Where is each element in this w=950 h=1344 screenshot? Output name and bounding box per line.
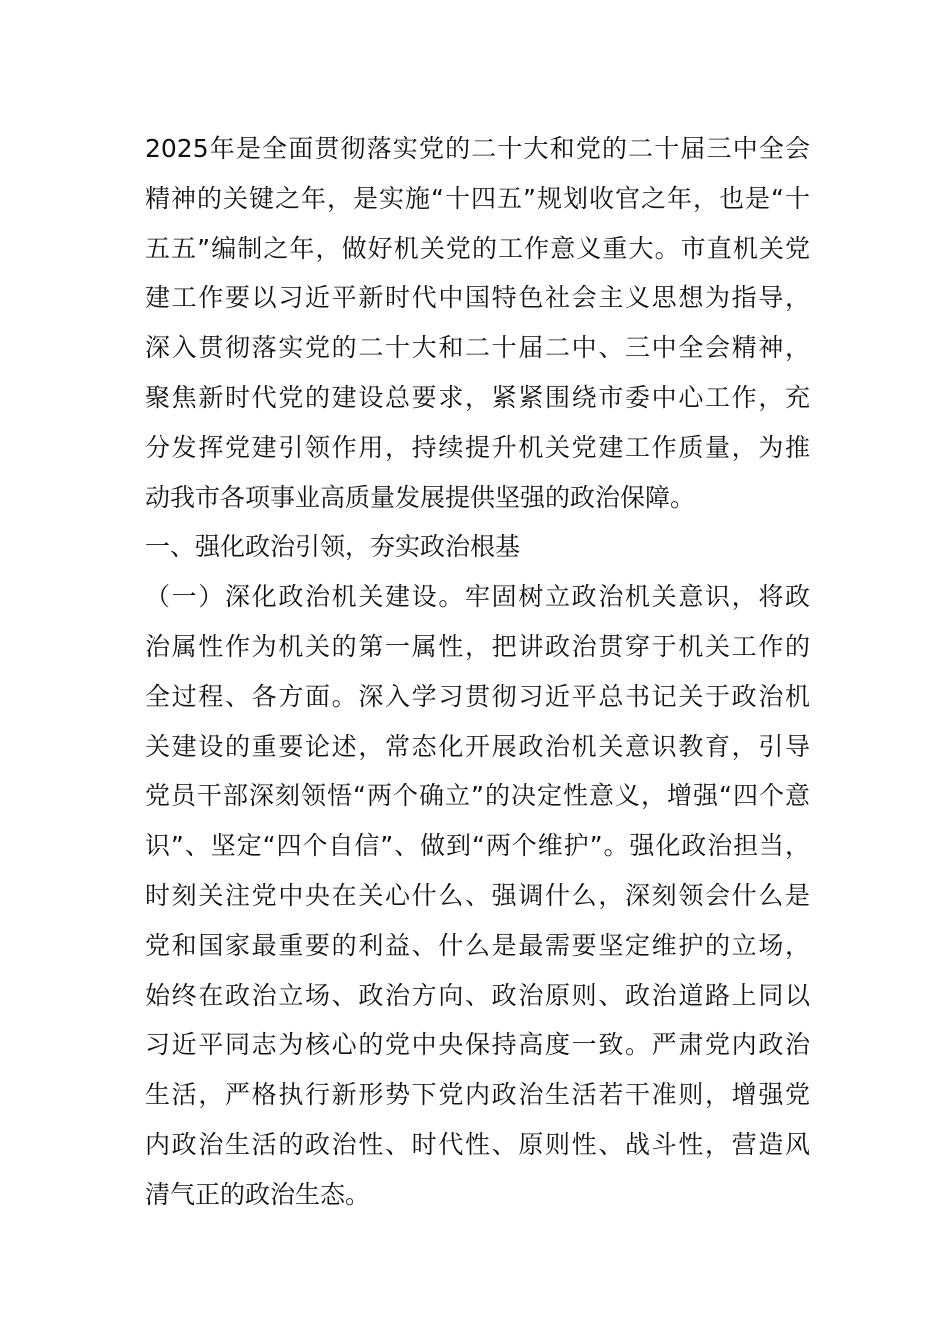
subsection-line: 识”、坚定“四个自信”、做到“两个维护”。强化政治担当， [145,831,810,861]
subsection-line: 关建设的重要论述，常态化开展政治机关意识教育，引导 [145,731,810,761]
subsection-line: 全过程、各方面。深入学习贯彻习近平总书记关于政治机 [145,681,810,711]
intro-line: 精神的关键之年，是实施“十四五”规划收官之年，也是“十 [145,183,810,213]
intro-line: 聚焦新时代党的建设总要求，紧紧围绕市委中心工作，充 [145,382,810,412]
subsection-line: 始终在政治立场、政治方向、政治原则、政治道路上同以 [145,980,810,1010]
intro-line: 建工作要以习近平新时代中国特色社会主义思想为指导， [145,283,810,313]
subsection-line: 清气正的政治生态。 [145,1179,371,1209]
intro-line: 分发挥党建引领作用，持续提升机关党建工作质量，为推 [145,432,810,462]
intro-paragraph [145,124,810,522]
subsection-line: 生活，严格执行新形势下党内政治生活若干准则，增强党 [145,1080,810,1110]
subsection-line: 党和国家最重要的利益、什么是最需要坚定维护的立场， [145,930,810,960]
subsection-line: 治属性作为机关的第一属性，把讲政治贯穿于机关工作的 [145,631,810,661]
subsection-line: 时刻关注党中央在关心什么、强调什么，深刻领会什么是 [145,880,810,910]
intro-line: 2025年是全面贯彻落实党的二十大和党的二十届三中全会 [145,134,810,163]
subsection-line: 党员干部深刻领悟“两个确立”的决定性意义，增强“四个意 [145,781,810,811]
intro-line: 五五”编制之年，做好机关党的工作意义重大。市直机关党 [145,233,810,263]
document-body [145,124,810,1220]
intro-line: 深入贯彻落实党的二十大和二十届二中、三中全会精神， [145,333,810,363]
subsection-line: 习近平同志为核心的党中央保持高度一致。严肃党内政治 [145,1030,810,1060]
section-heading: 一、强化政治引领，夯实政治根基 [145,532,521,562]
subsection-paragraph [145,572,810,1219]
subsection-line: （一）深化政治机关建设。牢固树立政治机关意识，将政 [145,582,810,612]
intro-line: 动我市各项事业高质量发展提供坚强的政治保障。 [145,482,696,512]
subsection-line: 内政治生活的政治性、时代性、原则性、战斗性，营造风 [145,1129,810,1159]
